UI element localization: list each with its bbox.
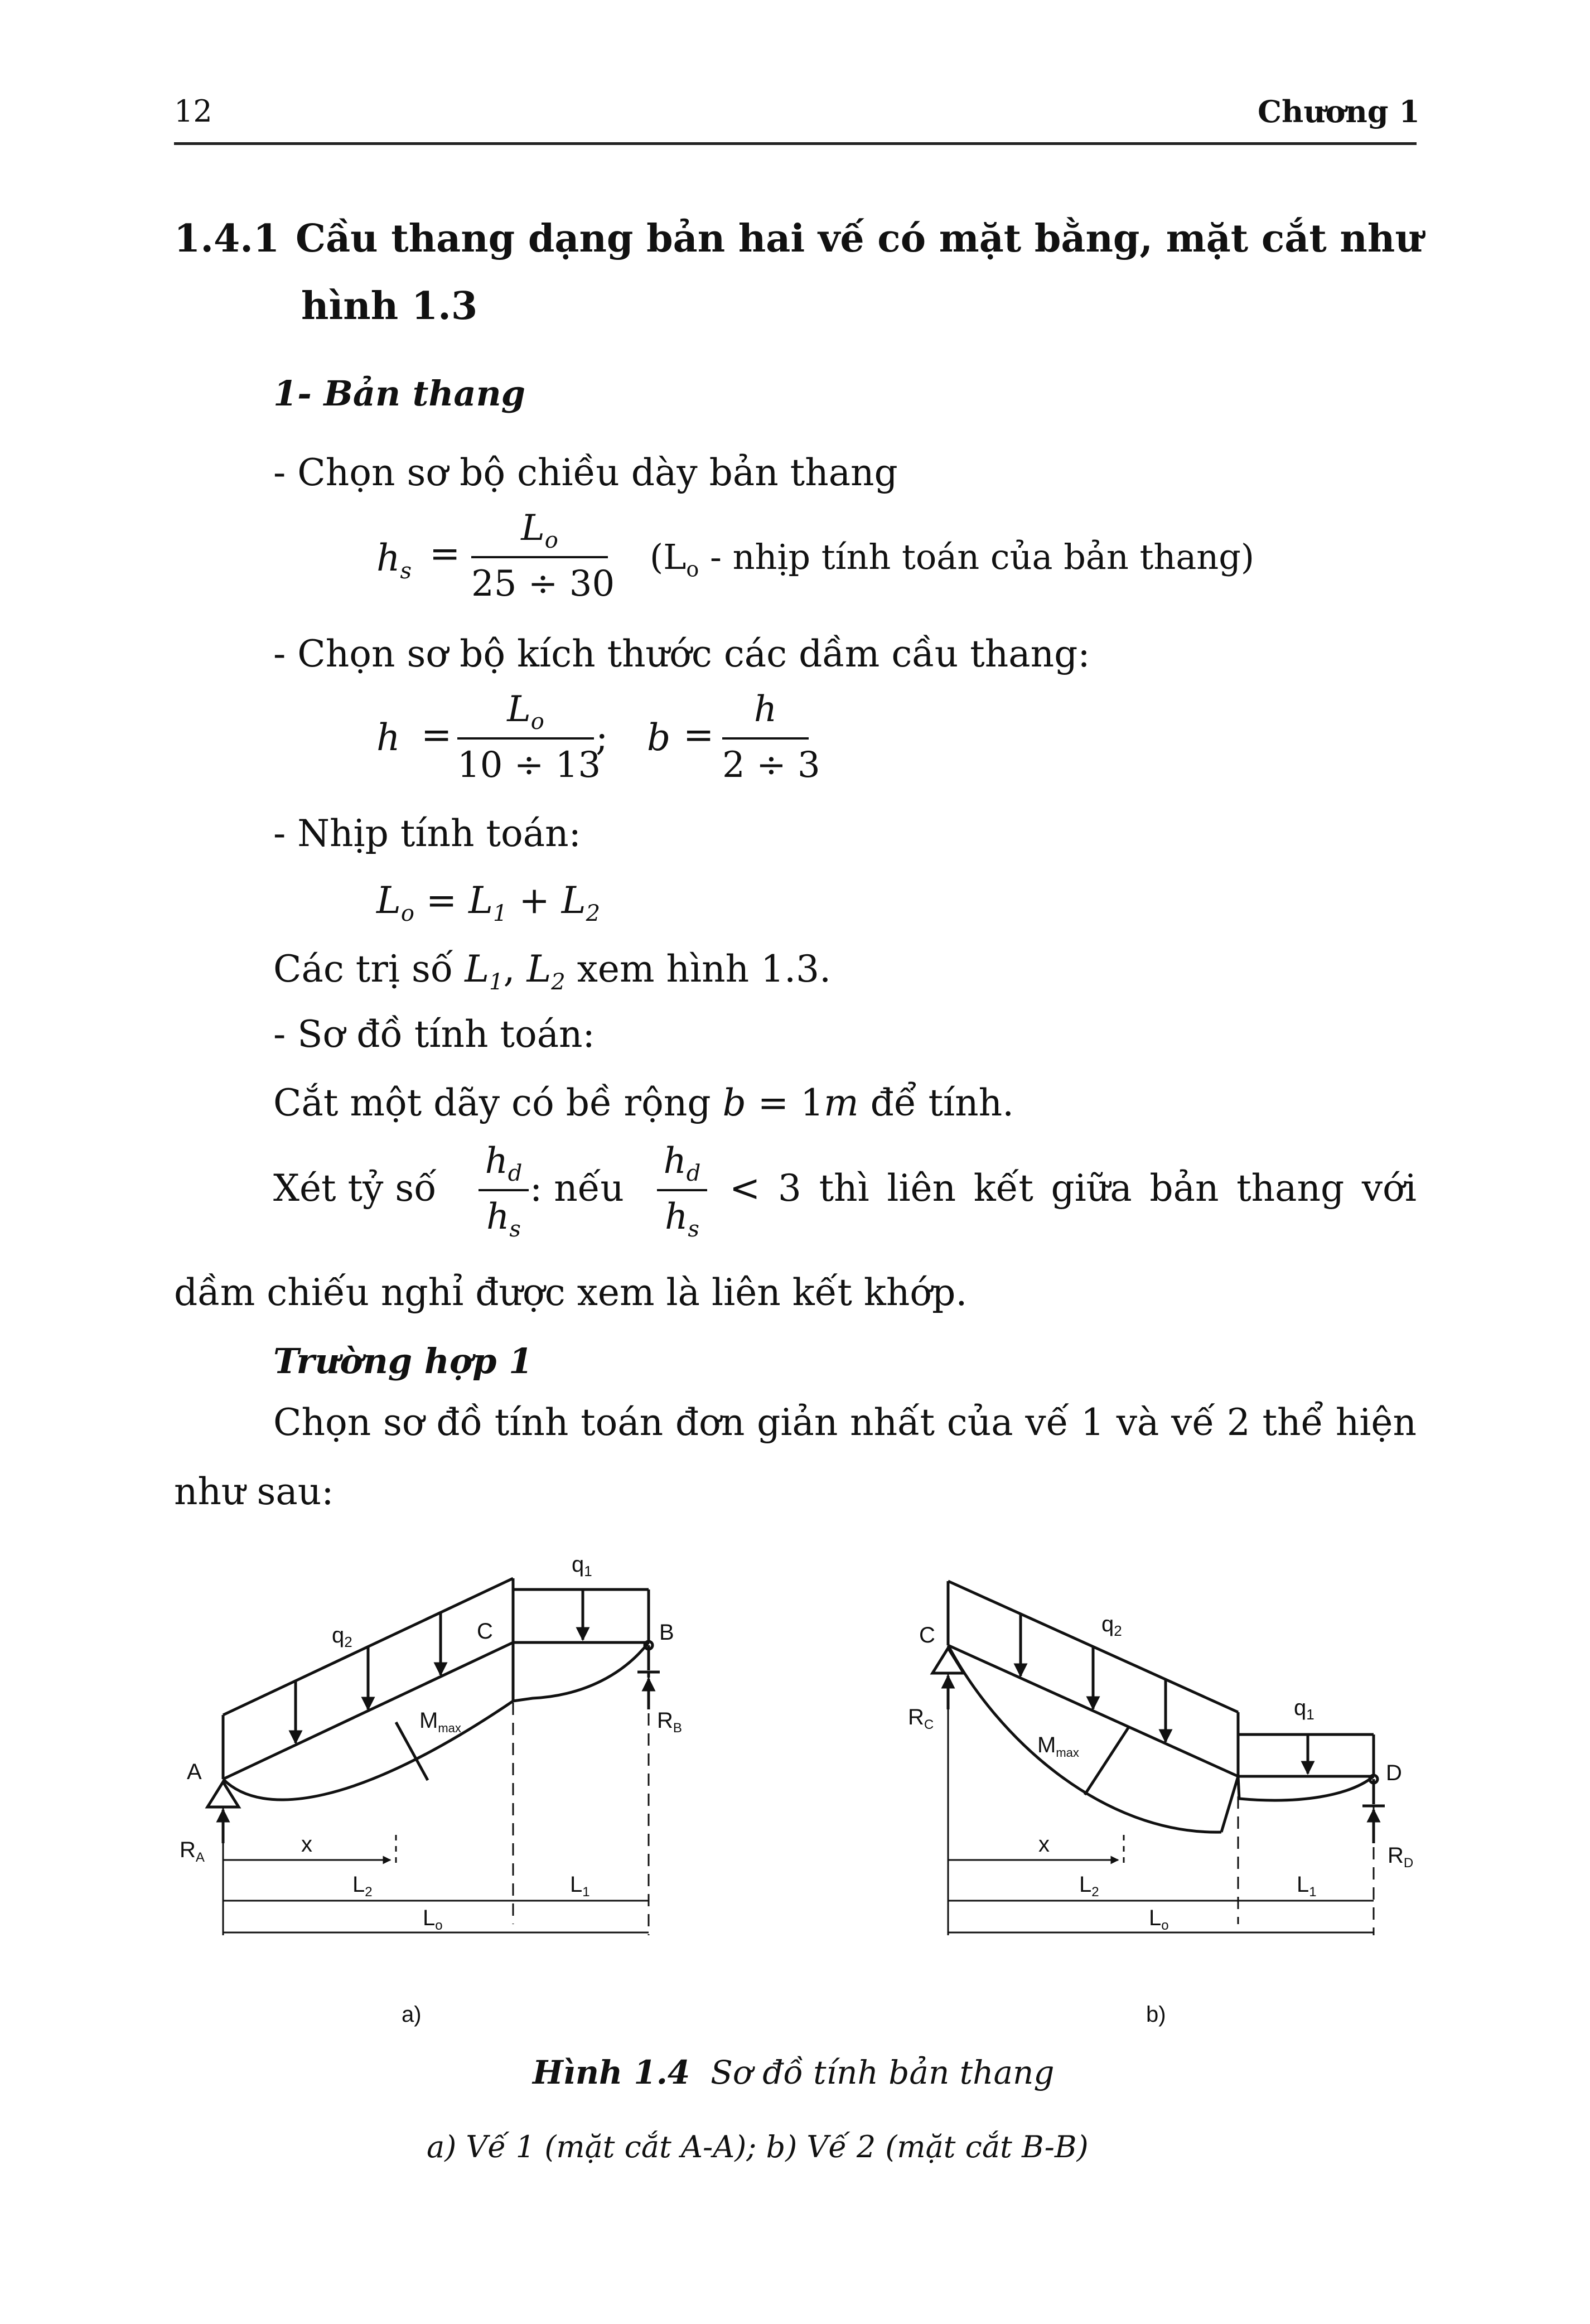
label-a: a) — [402, 2002, 422, 2027]
label-C-a: C — [477, 1619, 493, 1644]
text-ratio-a: Xét tỷ số — [273, 1167, 437, 1210]
page-number: 12 — [174, 94, 212, 129]
section-number: 1.4.1 — [174, 216, 280, 261]
moment-b-incline — [948, 1645, 1221, 1832]
section-title-line2: hình 1.3 — [301, 284, 478, 328]
label-L2-a: $L_2$ — [352, 1872, 373, 1900]
case-text-1: Chọn sơ đồ tính toán đơn giản nhất của vế 1 và vế 2 thể hiện — [273, 1401, 1417, 1444]
label-Lo-a: $L_o$ — [423, 1906, 443, 1933]
hs-denominator: 25 ÷ 30 — [471, 563, 615, 605]
diagram-a — [207, 1578, 660, 1935]
diagram-b — [932, 1581, 1385, 1935]
label-L1-b: $L_1$ — [1297, 1872, 1317, 1900]
label-x-a: x — [301, 1832, 312, 1857]
mmax-b-line — [1085, 1726, 1129, 1795]
h-equals: = — [421, 713, 452, 756]
label-L2-b: $L_2$ — [1079, 1872, 1099, 1900]
label-C-b: C — [919, 1623, 935, 1647]
b-lhs: b — [647, 716, 671, 759]
label-L1-a: $L_1$ — [570, 1872, 590, 1900]
label-RC: $R_C$ — [908, 1705, 934, 1732]
label-q2-b: $q_2$ — [1101, 1612, 1122, 1639]
label-Mmax-b: $M_{max}$ — [1037, 1733, 1079, 1760]
section-title-line1: Cầu thang dạng bản hai vế có mặt bằng, mặt cắt như — [296, 216, 1423, 261]
hs-lhs: $h_s$ — [376, 537, 412, 584]
hs-note: ($L_o$ - nhịp tính toán của bản thang) — [650, 537, 1255, 582]
ratio-fraction-1: $h_d$ $h_s$ — [479, 1143, 529, 1238]
h-separator: ; — [596, 716, 608, 759]
span-formula: $L_o = L_1 + L_2$ — [376, 879, 601, 927]
label-RA: $R_A$ — [180, 1838, 205, 1865]
label-B-a: B — [659, 1620, 674, 1645]
text-ratio-colon: : nếu — [530, 1167, 624, 1210]
label-Mmax-a: $M_{max}$ — [419, 1708, 461, 1735]
text-values-ref: Các trị số $L_1$, $L_2$ xem hình 1.3. — [273, 948, 832, 996]
h-lhs: h — [376, 716, 400, 759]
h-denominator: 10 ÷ 13 — [457, 745, 601, 786]
moment-b-flat — [1221, 1776, 1374, 1832]
text-cut-strip: Cắt một dãy có bề rộng b = 1m để tính. — [273, 1081, 1014, 1124]
label-RB: $R_B$ — [657, 1708, 682, 1736]
text-scheme-label: - Sơ đồ tính toán: — [273, 1013, 595, 1056]
b-denominator: 2 ÷ 3 — [722, 745, 820, 786]
case-title: Trường hợp 1 — [273, 1341, 533, 1381]
case-text-2: như sau: — [174, 1470, 334, 1513]
chapter-title: Chương 1 — [1258, 94, 1420, 129]
text-ratio-c: dầm chiếu nghỉ được xem là liên kết khớp. — [174, 1271, 968, 1314]
figure-caption: Hình 1.4 Sơ đồ tính bản thang — [533, 2054, 1055, 2091]
h-numerator: $L_o$ — [507, 689, 544, 735]
label-b: b) — [1146, 2002, 1166, 2027]
b-numerator: h — [753, 689, 777, 730]
text-choose-thickness: - Chọn sơ bộ chiều dày bản thang — [273, 451, 898, 494]
ratio-fraction-2: $h_d$ $h_s$ — [657, 1143, 707, 1238]
label-D-b: D — [1386, 1761, 1402, 1785]
support-C-triangle — [932, 1648, 964, 1673]
label-q1-b: $q_1$ — [1294, 1695, 1314, 1723]
hs-equals: = — [429, 532, 461, 575]
text-choose-beam: - Chọn sơ bộ kích thước các dầm cầu thang: — [273, 632, 1090, 675]
moment-a-incline — [223, 1701, 513, 1800]
label-Lo-b: $L_o$ — [1149, 1906, 1169, 1933]
text-span-label: - Nhịp tính toán: — [273, 812, 581, 855]
support-A-triangle — [207, 1782, 239, 1807]
subsection-title: 1- Bản thang — [273, 373, 526, 414]
label-q1-a: $q_1$ — [572, 1552, 592, 1579]
label-RD: $R_D$ — [1388, 1843, 1414, 1871]
figure-subcaption: a) Vế 1 (mặt cắt A-A); b) Vế 2 (mặt cắt B-B) — [427, 2129, 1089, 2164]
b-equals: = — [683, 713, 714, 756]
label-A-a: A — [187, 1760, 202, 1784]
label-q2-a: $q_2$ — [332, 1623, 352, 1650]
hs-numerator: $L_o$ — [521, 508, 558, 553]
text-ratio-b: < 3 thì liên kết giữa bản thang với — [729, 1167, 1417, 1210]
label-x-b: x — [1038, 1832, 1050, 1857]
moment-a-flat — [513, 1642, 649, 1701]
